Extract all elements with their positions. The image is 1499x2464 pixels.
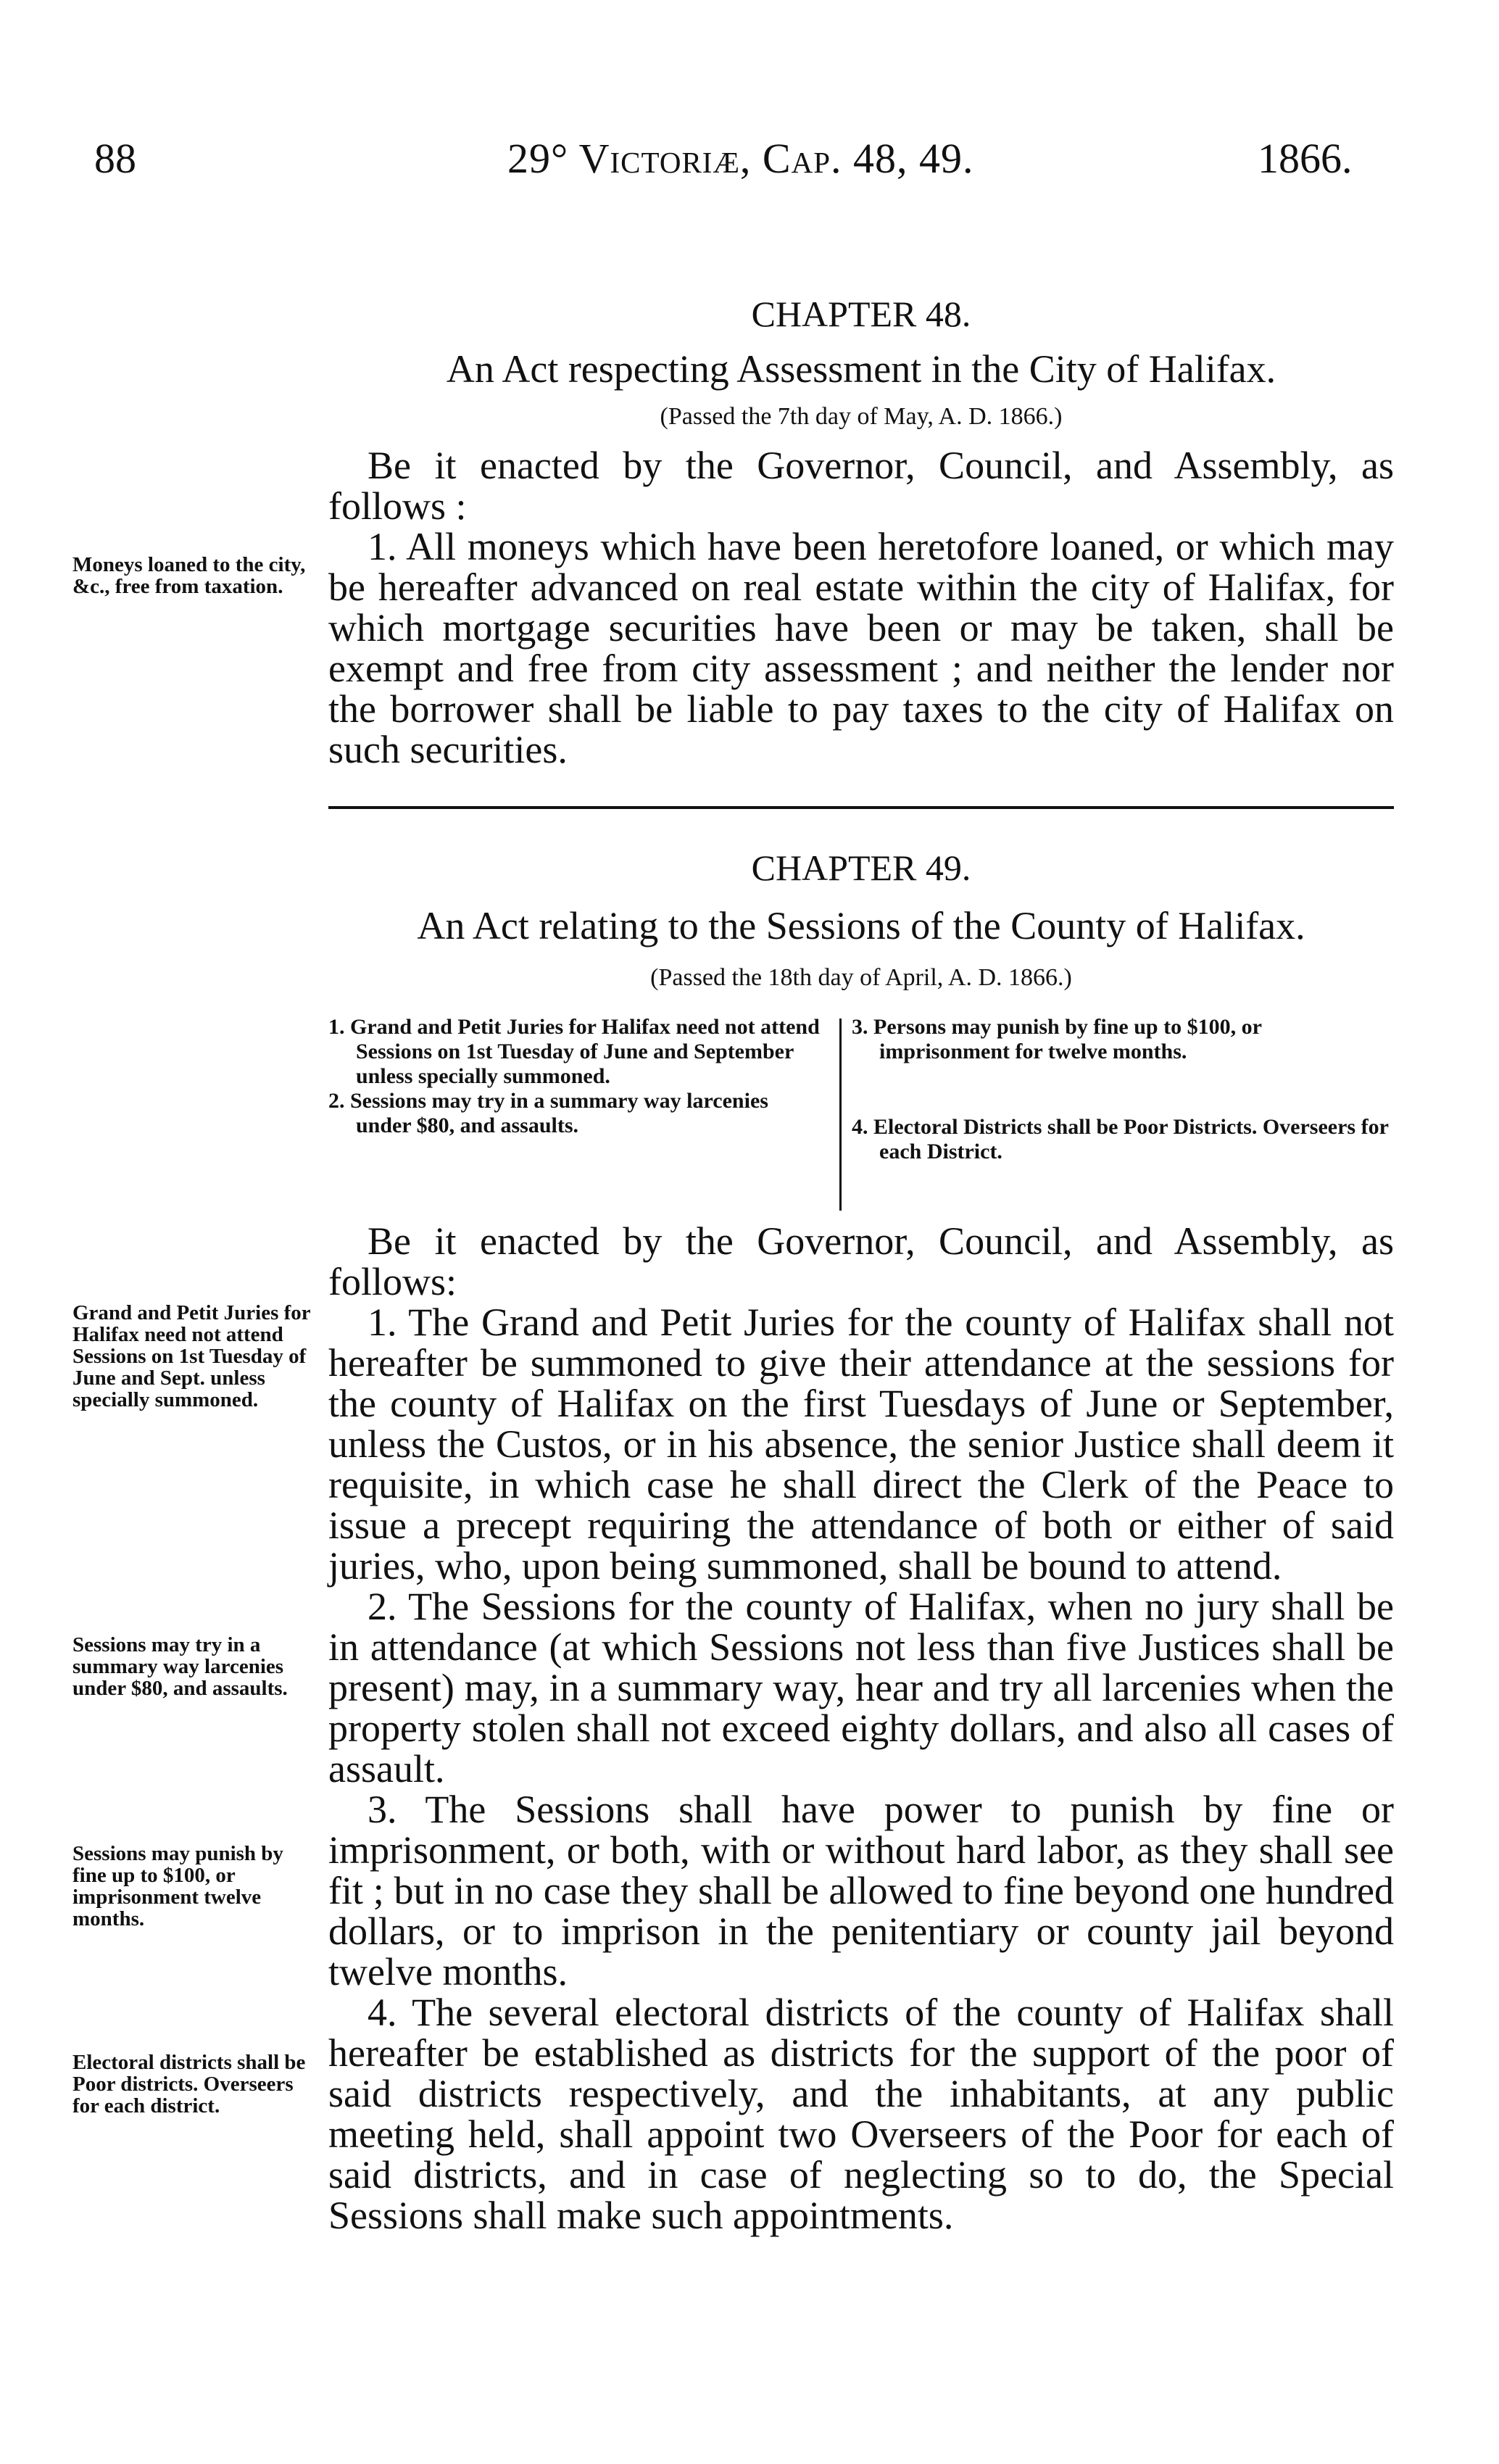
chapter-48-body (328, 445, 1394, 770)
chapter-48-passed: (Passed the 7th day of May, A. D. 1866.) (660, 403, 1063, 430)
synopsis-item-2: 2. Sessions may try in a summary way larcenies under $80, and assaults. (328, 1089, 768, 1137)
chapter-49-passed: (Passed the 18th day of April, A. D. 1866.) (650, 964, 1072, 991)
synopsis-item-1: 1. Grand and Petit Juries for Halifax need not attend Sessions on 1st Tuesday of June and September unless specially summoned. (328, 1015, 820, 1088)
chapter-48-enacting: Be it enacted by the Governor, Council, and Assembly, as follows : (328, 444, 1394, 528)
chapter-49-body (328, 1221, 1394, 2236)
chapter-49-enacting: Be it enacted by the Governor, Council, and Assembly, as follows: (328, 1219, 1394, 1303)
chapter-49-heading: CHAPTER 49. (751, 847, 971, 888)
synopsis-item-3: 3. Persons may punish by fine up to $100, or imprisonment for twelve months. (852, 1015, 1262, 1063)
chapter-48-title: An Act respecting Assessment in the City of Halifax. (446, 347, 1276, 391)
margin-note-sessions-punish: Sessions may punish by fine up to $100, or imprisonment twelve months. (72, 1842, 283, 1930)
chapter-49-section-4: 4. The several electoral districts of the county of Halifax shall hereafter be established as districts for the support of the poor of said districts respectively, and the inhabitants, at any public meeting held, shall appoint two Overseers of the Poor for each of said districts, and in case of neglecting so to do, the Special Sessions shall make such appointments. (328, 1991, 1394, 2237)
chapter-49-section-1: 1. The Grand and Petit Juries for the county of Halifax shall not hereafter be summoned to give their attendance at the sessions for the county of Halifax on the first Tuesdays of June or September, unless the Custos, or in his absence, the senior Justice shall deem it requisite, in which case he shall direct the Clerk of the Peace to issue a precept requiring the attendance of both or either of said juries, who, upon being summoned, shall be bound to attend. (328, 1301, 1394, 1588)
chapter-49-section-3: 3. The Sessions shall have power to punish by fine or imprisonment, or both, with or without hard labor, as they shall see fit ; but in no case they shall be allowed to fine beyond one hundred dollars, or to imprison in the penitentiary or county jail beyond twelve months. (328, 1788, 1394, 1994)
chapter-divider (328, 806, 1394, 809)
synopsis-divider (839, 1019, 842, 1211)
margin-note-electoral: Electoral districts shall be Poor districts. Overseers for each district. (72, 2051, 306, 2117)
chapter-48-section-1: 1. All moneys which have been heretofore loaned, or which may be hereafter advanced on real estate within the city of Halifax, for which mortgage securities have been or may be taken, shall be exempt and free from city assessment ; and neither the lender nor the borrower shall be liable to pay taxes to the city of Halifax on such securities. (328, 525, 1394, 771)
running-title: 29° Victoriæ, Cap. 48, 49. (507, 135, 974, 182)
synopsis-item-4: 4. Electoral Districts shall be Poor Districts. Overseers for each District. (852, 1115, 1389, 1163)
page-number: 88 (94, 135, 136, 182)
synopsis-right (852, 1015, 1394, 1164)
margin-note-sessions-try: Sessions may try in a summary way larcenies under $80, and assaults. (72, 1633, 288, 1700)
chapter-49-section-2: 2. The Sessions for the county of Halifax, when no jury shall be in attendance (at which Sessions not less than five Justices shall be present) may, in a summary way, hear and try all larcenies when the property stolen shall not exceed eighty dollars, and also all cases of assault. (328, 1585, 1394, 1791)
synopsis-left (328, 1015, 829, 1138)
chapter-48-heading: CHAPTER 48. (751, 294, 971, 334)
running-year: 1866. (1258, 135, 1353, 182)
margin-note-juries: Grand and Petit Juries for Halifax need not attend Sessions on 1st Tuesday of June and Sept. unless specially summoned. (72, 1301, 311, 1411)
chapter-49-title: An Act relating to the Sessions of the County of Halifax. (417, 904, 1305, 947)
margin-note-moneys-loaned: Moneys loaned to the city, &c., free from taxation. (72, 553, 306, 598)
